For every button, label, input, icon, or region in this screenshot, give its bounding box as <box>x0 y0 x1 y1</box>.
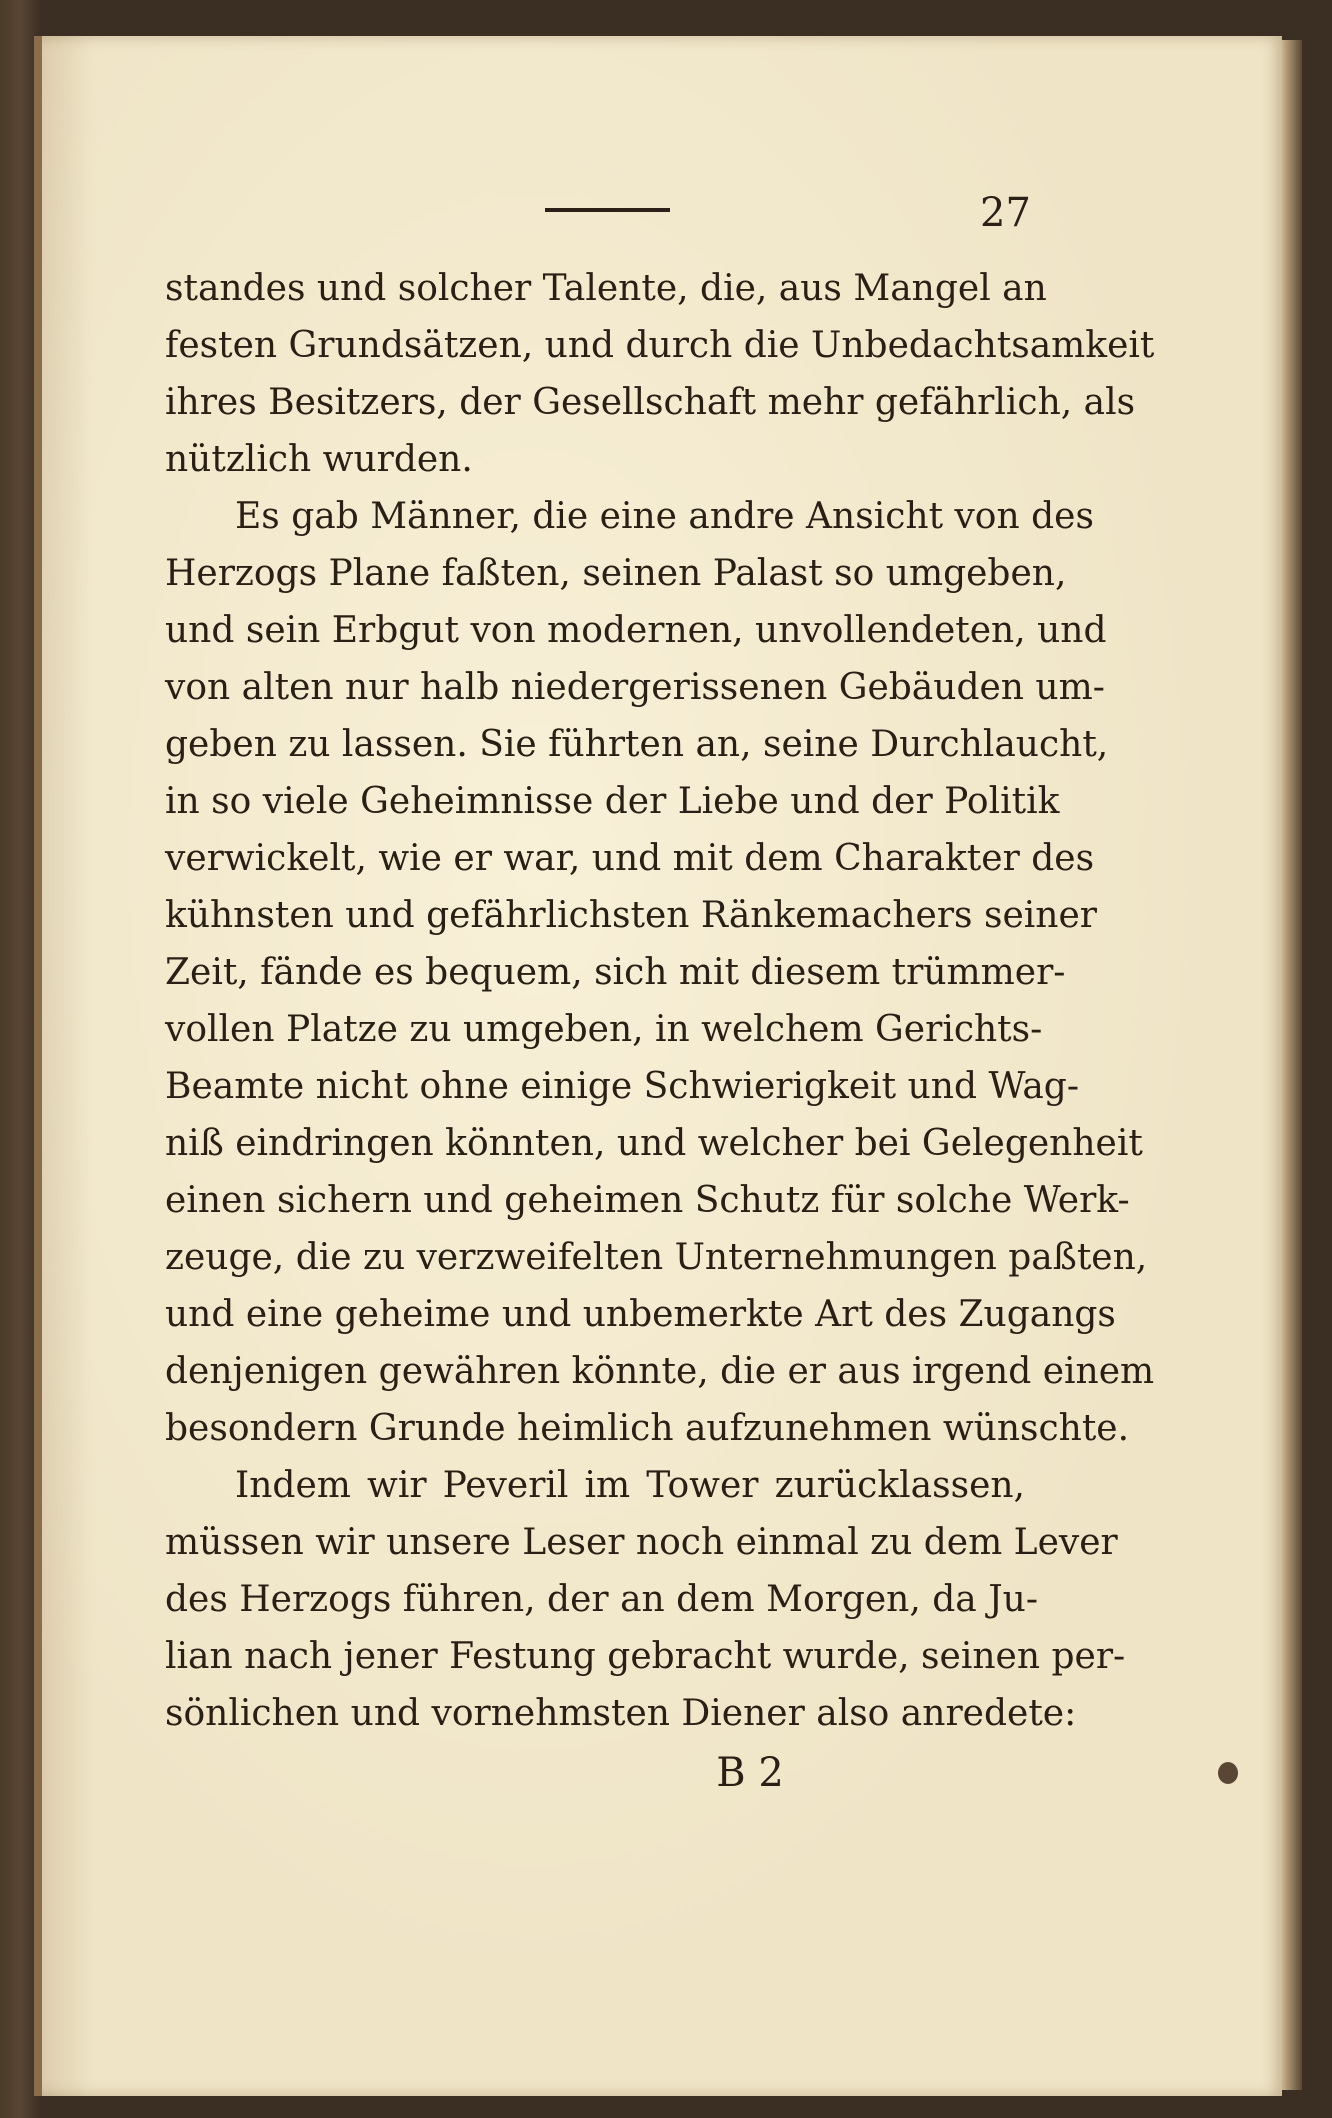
text-line: Indem wir Peveril im Tower zurücklassen, <box>235 1465 1025 1506</box>
text-line: von alten nur halb niedergerissenen Gebäuden um- <box>165 667 1105 708</box>
text-line: festen Grundsätzen, und durch die Unbedachtsamkeit <box>165 325 1155 366</box>
text-line: Zeit, fände es bequem, sich mit diesem trümmer- <box>165 952 1066 993</box>
text-line: ihres Besitzers, der Gesellschaft mehr gefährlich, als <box>165 382 1136 423</box>
text-line: des Herzogs führen, der an dem Morgen, da Ju- <box>165 1579 1038 1620</box>
text-line: besondern Grunde heimlich aufzunehmen wünschte. <box>165 1408 1130 1449</box>
text-line: einen sichern und geheimen Schutz für solche Werk- <box>165 1180 1130 1221</box>
text-line: denjenigen gewähren könnte, die er aus irgend einem <box>165 1351 1155 1392</box>
text-line: in so viele Geheimnisse der Liebe und der Politik <box>165 781 1060 822</box>
text-line: müssen wir unsere Leser noch einmal zu dem Lever <box>165 1522 1118 1563</box>
page-stack-edge <box>1282 40 1302 2090</box>
text-line: standes und solcher Talente, die, aus Mangel an <box>165 268 1047 309</box>
text-line: sönlichen und vornehmsten Diener also anredete: <box>165 1693 1077 1734</box>
body-text <box>165 260 1155 1742</box>
text-line: kühnsten und gefährlichsten Ränkemachers seiner <box>165 895 1097 936</box>
text-line: lian nach jener Festung gebracht wurde, seinen per- <box>165 1636 1126 1677</box>
page-binding-edge <box>34 36 42 2096</box>
text-line: vollen Platze zu umgeben, in welchem Gerichts- <box>165 1009 1043 1050</box>
text-line: Herzogs Plane faßten, seinen Palast so umgeben, <box>165 553 1067 594</box>
text-line: niß eindringen könnten, und welcher bei Gelegenheit <box>165 1123 1143 1164</box>
text-line: Es gab Männer, die eine andre Ansicht von des <box>235 496 1094 537</box>
header-rule <box>545 208 670 212</box>
text-line: und sein Erbgut von modernen, unvollendeten, und <box>165 610 1107 651</box>
text-line: nützlich wurden. <box>165 439 473 480</box>
page-number: 27 <box>980 190 1031 236</box>
text-line: Beamte nicht ohne einige Schwierigkeit und Wag- <box>165 1066 1079 1107</box>
ink-spot <box>1218 1762 1238 1784</box>
text-line: und eine geheime und unbemerkte Art des Zugangs <box>165 1294 1116 1335</box>
text-line: zeuge, die zu verzweifelten Unternehmungen paßten, <box>165 1237 1148 1278</box>
text-line: verwickelt, wie er war, und mit dem Charakter des <box>165 838 1095 879</box>
text-line: geben zu lassen. Sie führten an, seine Durchlaucht, <box>165 724 1109 765</box>
printer-signature-mark: B 2 <box>716 1750 784 1796</box>
